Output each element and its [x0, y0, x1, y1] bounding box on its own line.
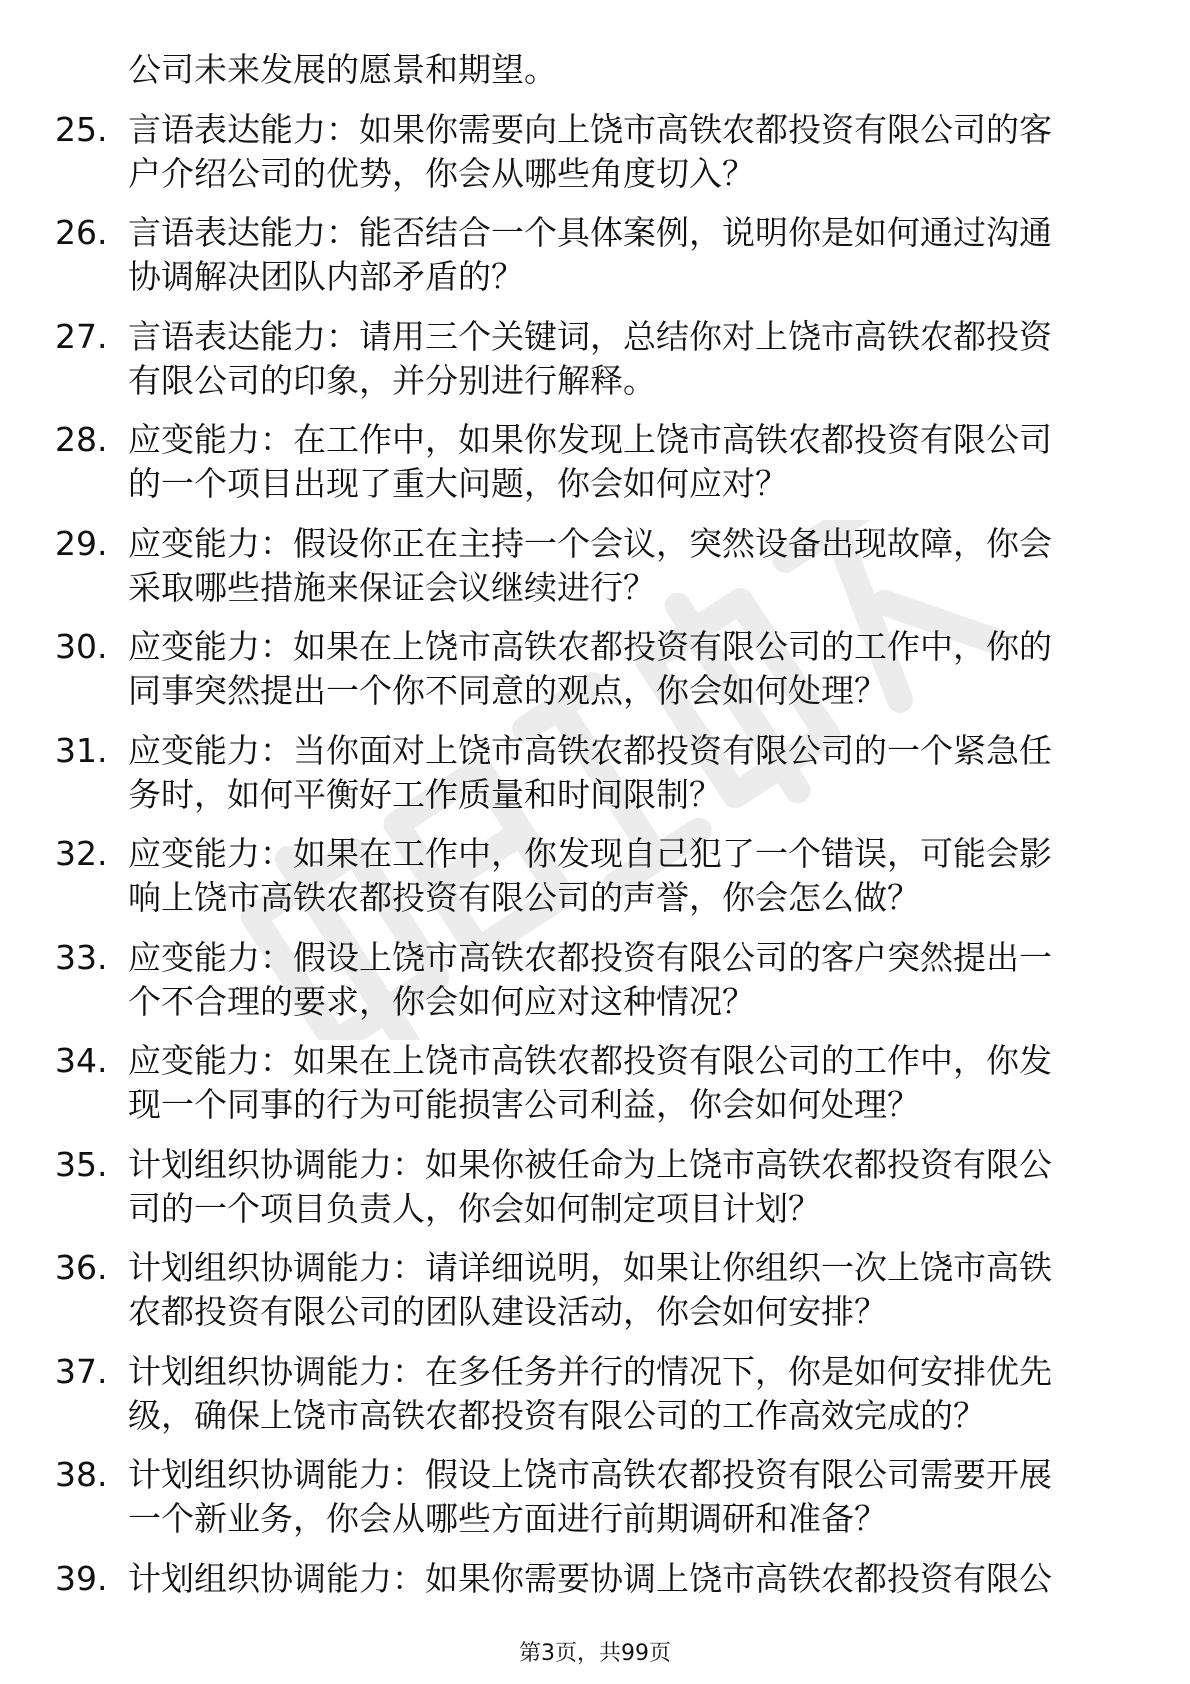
- question-text-line: 计划组织协调能力：请详细说明，如果让你组织一次上饶市高铁: [128, 1248, 1052, 1287]
- question-item: [0, 729, 1190, 817]
- question-text-line: 司的一个项目负责人，你会如何制定项目计划？: [128, 1188, 821, 1228]
- question-item: [0, 315, 1190, 403]
- question-number: 27.: [55, 316, 108, 356]
- question-text-line: 现一个同事的行为可能损害公司利益，你会如何处理？: [128, 1085, 920, 1124]
- question-number: 29.: [55, 523, 108, 563]
- question-text-line: 响上饶市高铁农都投资有限公司的声誉，你会怎么做？: [128, 878, 920, 917]
- question-text-line: 言语表达能力：能否结合一个具体案例，说明你是如何通过沟通: [128, 213, 1052, 252]
- question-text: [128, 108, 1123, 196]
- question-number: 37.: [55, 1351, 108, 1391]
- question-item: [0, 1246, 1190, 1334]
- question-item: [0, 1453, 1190, 1541]
- question-item: [0, 211, 1190, 299]
- question-text: [128, 625, 1123, 713]
- question-text: [128, 211, 1123, 299]
- question-text-line: 言语表达能力：如果你需要向上饶市高铁农都投资有限公司的客: [128, 109, 1052, 149]
- question-text-line: 协调解决团队内部矛盾的？: [128, 257, 524, 296]
- question-text-line: 计划组织协调能力：假设上饶市高铁农都投资有限公司需要开展: [128, 1455, 1052, 1494]
- question-text-line: 应变能力：如果在工作中，你发现自己犯了一个错误，可能会影: [128, 834, 1052, 873]
- question-number: 38.: [55, 1455, 108, 1494]
- question-item: [0, 1350, 1190, 1438]
- question-list: [0, 108, 1190, 1645]
- question-item: [0, 832, 1190, 920]
- question-text-line: 户介绍公司的优势，你会从哪些角度切入？: [128, 153, 755, 193]
- question-text-line: 同事突然提出一个你不同意的观点，你会如何处理？: [128, 671, 887, 710]
- question-text-line: 农都投资有限公司的团队建设活动，你会如何安排？: [128, 1292, 887, 1331]
- question-number: 33.: [55, 937, 108, 977]
- question-text-line: 应变能力：假设上饶市高铁农都投资有限公司的客户突然提出一: [128, 937, 1052, 977]
- question-text: [128, 418, 1123, 506]
- question-text-line: 应变能力：当你面对上饶市高铁农都投资有限公司的一个紧急任: [128, 730, 1052, 770]
- question-text: [128, 1246, 1123, 1334]
- questions-section: [0, 48, 1190, 1645]
- question-item: [0, 625, 1190, 713]
- question-number: 39.: [55, 1558, 108, 1598]
- question-item: [0, 522, 1190, 610]
- question-text-line: 计划组织协调能力：如果你需要协调上饶市高铁农都投资有限公: [128, 1558, 1052, 1598]
- question-text-line: [128, 1601, 1123, 1645]
- page-number-footer: 第3页，共99页: [519, 1641, 671, 1666]
- question-item: [0, 418, 1190, 506]
- question-item: [0, 936, 1190, 1024]
- question-text: [128, 1350, 1123, 1438]
- continued-line: 公司未来发展的愿景和期望。: [128, 50, 557, 89]
- question-text-line: 计划组织协调能力：如果你被任命为上饶市高铁农都投资有限公: [128, 1144, 1052, 1184]
- question-number: 36.: [55, 1248, 108, 1287]
- question-text: [128, 729, 1123, 817]
- question-text: [128, 936, 1123, 1024]
- question-text-line: 采取哪些措施来保证会议继续进行？: [128, 567, 656, 607]
- question-text: [128, 1039, 1123, 1127]
- question-text: [128, 1557, 1123, 1645]
- question-text-line: 计划组织协调能力：在多任务并行的情况下，你是如何安排优先: [128, 1351, 1052, 1391]
- question-item: [0, 108, 1190, 196]
- question-text: [128, 315, 1123, 403]
- question-text-line: 级，确保上饶市高铁农都投资有限公司的工作高效完成的？: [128, 1395, 986, 1435]
- question-text-line: 应变能力：如果在上饶市高铁农都投资有限公司的工作中，你的: [128, 627, 1052, 666]
- question-number: 34.: [55, 1041, 108, 1080]
- question-text-line: 应变能力：在工作中，如果你发现上饶市高铁农都投资有限公司: [128, 420, 1052, 459]
- question-text: [128, 1143, 1123, 1231]
- question-text-line: 应变能力：假设你正在主持一个会议，突然设备出现故障，你会: [128, 523, 1052, 563]
- question-text-line: 一个新业务，你会从哪些方面进行前期调研和准备？: [128, 1499, 887, 1538]
- question-number: 31.: [55, 730, 108, 770]
- question-text: [128, 522, 1123, 610]
- question-item: [0, 1557, 1190, 1645]
- question-number: 30.: [55, 627, 108, 666]
- question-text-line: 言语表达能力：请用三个关键词，总结你对上饶市高铁农都投资: [128, 316, 1052, 356]
- question-text-line: 务时，如何平衡好工作质量和时间限制？: [128, 774, 722, 814]
- question-number: 28.: [55, 420, 108, 459]
- question-number: 32.: [55, 834, 108, 873]
- question-text-line: 个不合理的要求，你会如何应对这种情况？: [128, 981, 755, 1021]
- question-text-line: 有限公司的印象，并分别进行解释。: [128, 360, 656, 400]
- question-text-line: 的一个项目出现了重大问题，你会如何应对？: [128, 464, 788, 503]
- question-text: [128, 832, 1123, 920]
- question-item: [0, 1039, 1190, 1127]
- question-text: [128, 1453, 1123, 1541]
- question-item: [0, 1143, 1190, 1231]
- question-text-line: 应变能力：如果在上饶市高铁农都投资有限公司的工作中，你发: [128, 1041, 1052, 1080]
- question-number: 35.: [55, 1144, 108, 1184]
- question-number: 26.: [55, 213, 108, 252]
- question-number: 25.: [55, 109, 108, 149]
